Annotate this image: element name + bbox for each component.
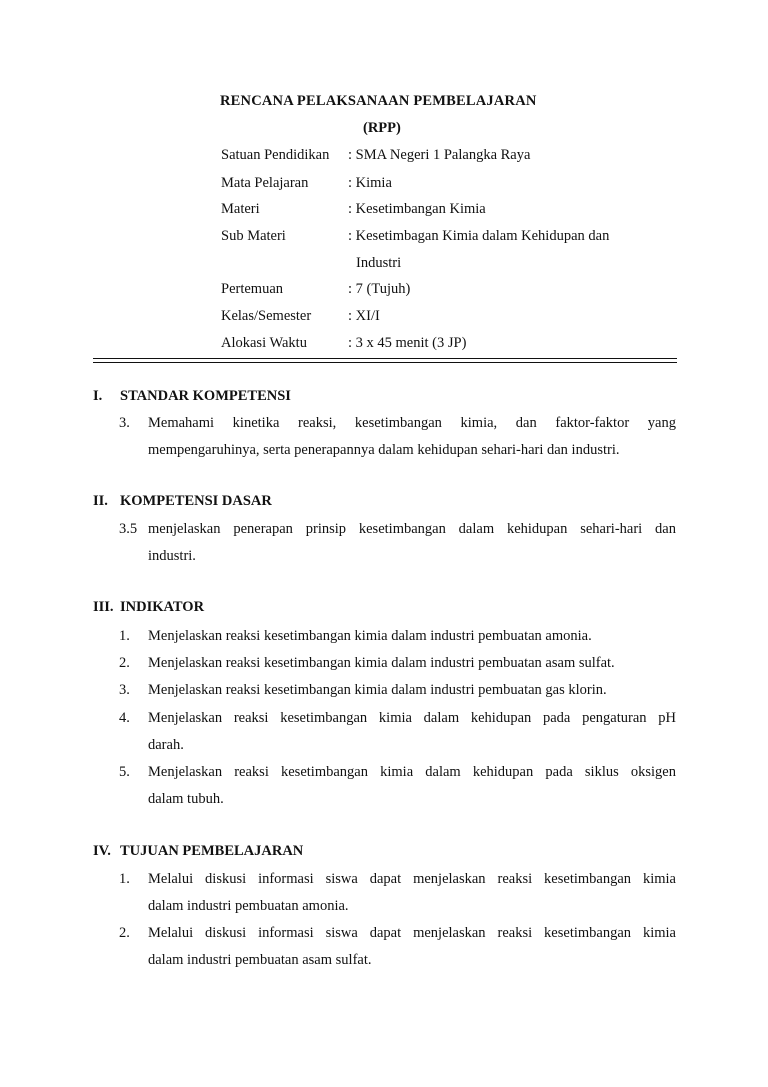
list-item-number: 1. — [119, 871, 130, 887]
list-item-number: 2. — [119, 925, 130, 941]
identity-value: : 7 (Tujuh) — [348, 281, 411, 297]
list-item-number: 4. — [119, 710, 130, 726]
section-number: IV. — [93, 843, 111, 859]
identity-label: Pertemuan — [221, 281, 284, 297]
section-number: II. — [93, 493, 108, 509]
list-item-number: 3. — [119, 682, 130, 698]
identity-label: Kelas/Semester — [221, 308, 312, 324]
list-item-text: Melalui diskusi informasi siswa dapat menjelaskan reaksi kesetimbangan kimia — [148, 871, 676, 887]
list-item-text: darah. — [148, 737, 184, 753]
section-number: I. — [93, 388, 103, 404]
identity-label: Sub Materi — [221, 228, 286, 244]
section-title: TUJUAN PEMBELAJARAN — [120, 843, 304, 859]
section-title: KOMPETENSI DASAR — [120, 493, 272, 509]
list-item-number: 3.5 — [119, 521, 138, 537]
list-item-number: 5. — [119, 764, 130, 780]
list-item-number: 1. — [119, 628, 130, 644]
section-title: INDIKATOR — [120, 599, 205, 615]
list-item-text: Menjelaskan reaksi kesetimbangan kimia dalam kehidupan pada pengaturan pH — [148, 710, 676, 726]
list-item-text: dalam industri pembuatan amonia. — [148, 898, 349, 914]
list-item-text: industri. — [148, 548, 196, 564]
list-item-text: Memahami kinetika reaksi, kesetimbangan kimia, dan faktor-faktor yang — [148, 415, 676, 431]
list-item-text: dalam industri pembuatan asam sulfat. — [148, 952, 372, 968]
document-subtitle: (RPP) — [363, 120, 401, 136]
list-item-number: 2. — [119, 655, 130, 671]
list-item-text: menjelaskan penerapan prinsip kesetimbangan dalam kehidupan sehari-hari dan — [148, 521, 676, 537]
identity-value: : Kesetimbagan Kimia dalam Kehidupan dan — [348, 228, 610, 244]
identity-value: : 3 x 45 menit (3 JP) — [348, 335, 467, 351]
list-item-number: 3. — [119, 415, 130, 431]
identity-value-continuation: Industri — [356, 255, 402, 271]
identity-value: : Kesetimbangan Kimia — [348, 201, 486, 217]
divider-line — [93, 362, 677, 363]
identity-label: Satuan Pendidikan — [221, 147, 330, 163]
section-number: III. — [93, 599, 114, 615]
list-item-text: Menjelaskan reaksi kesetimbangan kimia dalam industri pembuatan gas klorin. — [148, 682, 607, 698]
identity-label: Mata Pelajaran — [221, 175, 309, 191]
section-title: STANDAR KOMPETENSI — [120, 388, 291, 404]
identity-value: : SMA Negeri 1 Palangka Raya — [348, 147, 531, 163]
list-item-text: Menjelaskan reaksi kesetimbangan kimia dalam industri pembuatan amonia. — [148, 628, 592, 644]
list-item-text: Melalui diskusi informasi siswa dapat menjelaskan reaksi kesetimbangan kimia — [148, 925, 676, 941]
list-item-text: Menjelaskan reaksi kesetimbangan kimia dalam kehidupan pada siklus oksigen — [148, 764, 676, 780]
divider-line — [93, 358, 677, 359]
list-item-text: mempengaruhinya, serta penerapannya dalam kehidupan sehari-hari dan industri. — [148, 442, 620, 458]
identity-value: : Kimia — [348, 175, 392, 191]
document-title: RENCANA PELAKSANAAN PEMBELAJARAN — [220, 93, 537, 109]
identity-value: : XI/I — [348, 308, 380, 324]
list-item-text: dalam tubuh. — [148, 791, 224, 807]
identity-label: Alokasi Waktu — [221, 335, 307, 351]
list-item-text: Menjelaskan reaksi kesetimbangan kimia dalam industri pembuatan asam sulfat. — [148, 655, 615, 671]
identity-label: Materi — [221, 201, 260, 217]
